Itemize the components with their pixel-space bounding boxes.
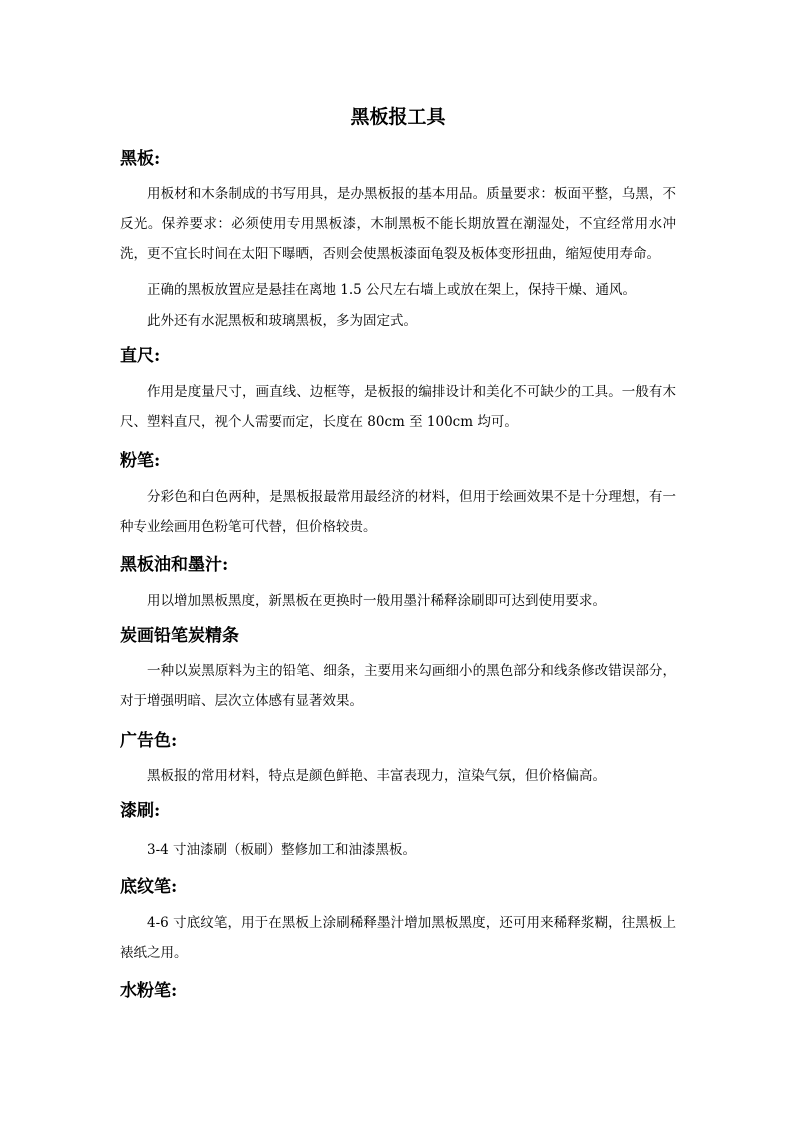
paragraph-paint-brush: 3-4 寸油漆刷（板刷）整修加工和油漆黑板。 [147,842,417,858]
section-heading-ruler: 直尺: [120,346,161,366]
paragraph-blackboard-oil-ink: 用以增加黑板黑度，新黑板在更换时一般用墨汁稀释涂刷即可达到使用要求。 [147,593,606,609]
section-heading-poster-color: 广告色: [120,731,178,751]
section-heading-blackboard: 黑板: [120,149,161,169]
paragraph-ruler: 作用是度量尺寸，画直线、边框等，是板报的编排设计和美化不可缺少的工具。一般有木尺、塑料直尺，视个人需要而定，长度在 80cm 至 100cm 均可。 [120,384,676,430]
section-heading-blackboard-oil-ink: 黑板油和墨汁: [120,555,229,575]
paragraph-blackboard-description: 用板材和木条制成的书写用具，是办黑板报的基本用品。质量要求：板面平整，乌黑，不反光。保养要求：必须使用专用黑板漆，木制黑板不能长期放置在潮湿处，不宜经常用水冲洗，更不宜长时间在太阳下曝晒，否则会使黑板漆面龟裂及板体变形扭曲，缩短使用寿命。 [120,186,676,262]
section-heading-texture-brush: 底纹笔: [120,877,178,897]
paragraph-blackboard-other-types: 此外还有水泥黑板和玻璃黑板，多为固定式。 [147,313,417,329]
section-heading-charcoal-pencil: 炭画铅笔炭精条 [120,626,239,646]
paragraph-texture-brush: 4-6 寸底纹笔，用于在黑板上涂刷稀释墨汁增加黑板黑度，还可用来稀释浆糊，往黑板上裱纸之用。 [120,915,676,961]
paragraph-poster-color: 黑板报的常用材料，特点是颜色鲜艳、丰富表现力，渲染气氛，但价格偏高。 [147,768,606,784]
document-title: 黑板报工具 [350,106,446,128]
paragraph-blackboard-placement: 正确的黑板放置应是悬挂在离地 1.5 公尺左右墙上或放在架上，保持干燥、通风。 [147,282,637,298]
section-heading-paint-brush: 漆刷: [120,801,161,821]
section-heading-gouache-brush: 水粉笔: [120,981,178,1001]
section-heading-chalk: 粉笔: [120,451,161,471]
paragraph-chalk: 分彩色和白色两种，是黑板报最常用最经济的材料，但用于绘画效果不是十分理想，有一种专业绘画用色粉笔可代替，但价格较贵。 [120,489,676,535]
paragraph-charcoal-pencil: 一种以炭黑原料为主的铅笔、细条，主要用来勾画细小的黑色部分和线条修改错误部分，对于增强明暗、层次立体感有显著效果。 [120,663,676,709]
